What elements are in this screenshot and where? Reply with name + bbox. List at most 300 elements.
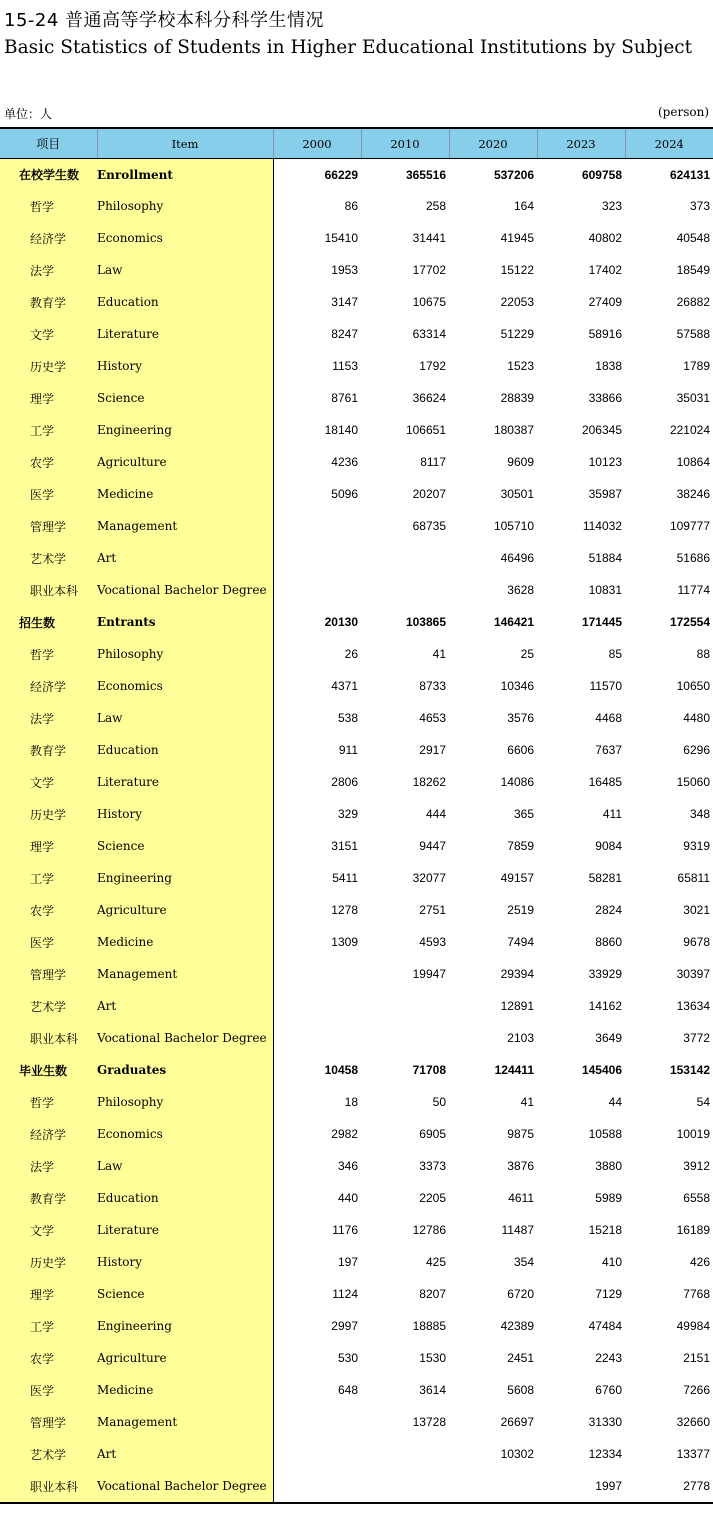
row-label-zh: 文学 — [0, 766, 97, 798]
value-cell: 411 — [602, 807, 622, 821]
value-cell: 18885 — [412, 1319, 446, 1333]
row-label-zh: 医学 — [0, 1374, 97, 1406]
value-cell: 329 — [337, 807, 358, 821]
value-cell: 1176 — [332, 1223, 358, 1237]
row-label-zh: 艺术学 — [0, 990, 97, 1022]
row-label-en: Medicine — [97, 926, 273, 958]
row-label-en: Enrollment — [97, 159, 273, 191]
value-cell: 1153 — [332, 359, 358, 373]
table-row — [0, 1406, 713, 1438]
value-cell — [361, 542, 449, 574]
value-cell: 36624 — [412, 391, 446, 405]
value-cell: 221024 — [669, 423, 710, 437]
value-cell: 2806 — [331, 775, 358, 789]
row-label-zh: 医学 — [0, 926, 97, 958]
value-cell: 2917 — [419, 743, 446, 757]
value-cell: 25 — [520, 647, 534, 661]
value-cell: 624131 — [669, 167, 710, 182]
value-cell: 4653 — [419, 711, 446, 725]
value-cell: 12891 — [500, 999, 534, 1013]
row-label-en: Entrants — [97, 606, 273, 638]
value-cell — [273, 958, 361, 990]
value-cell — [273, 574, 361, 606]
value-cell: 7129 — [595, 1287, 622, 1301]
value-cell: 13377 — [676, 1447, 710, 1461]
table-row — [0, 286, 713, 318]
table-row — [0, 1278, 713, 1310]
table-header-row — [0, 128, 713, 159]
row-label-zh: 工学 — [0, 414, 97, 446]
section-row — [0, 1054, 713, 1086]
value-cell: 17702 — [412, 263, 446, 277]
value-cell: 346 — [337, 1159, 358, 1173]
row-label-zh: 教育学 — [0, 1182, 97, 1214]
value-cell: 1789 — [683, 359, 710, 373]
value-cell: 18 — [344, 1095, 358, 1109]
value-cell: 10346 — [500, 679, 534, 693]
value-cell: 16189 — [676, 1223, 710, 1237]
row-label-en: Science — [97, 1278, 273, 1310]
value-cell: 3614 — [419, 1383, 446, 1397]
row-label-en: History — [97, 350, 273, 382]
table-row — [0, 670, 713, 702]
value-cell: 410 — [601, 1255, 622, 1269]
value-cell: 19947 — [412, 967, 446, 981]
value-cell: 14086 — [500, 775, 534, 789]
value-cell: 106651 — [405, 423, 446, 437]
value-cell: 40548 — [676, 231, 710, 245]
value-cell: 3373 — [419, 1159, 446, 1173]
value-cell: 27409 — [588, 295, 622, 309]
value-cell: 51229 — [500, 327, 534, 341]
row-label-en: Philosophy — [97, 638, 273, 670]
row-label-zh: 文学 — [0, 1214, 97, 1246]
value-cell — [361, 1470, 449, 1503]
value-cell: 6296 — [683, 743, 710, 757]
value-cell: 9609 — [507, 455, 534, 469]
value-cell: 105710 — [493, 519, 534, 533]
value-cell: 10123 — [588, 455, 622, 469]
row-label-zh: 哲学 — [0, 190, 97, 222]
row-label-en: Economics — [97, 670, 273, 702]
value-cell: 6606 — [507, 743, 534, 757]
value-cell: 11570 — [589, 679, 622, 693]
table-row — [0, 926, 713, 958]
value-cell: 1953 — [331, 263, 358, 277]
value-cell — [361, 574, 449, 606]
value-cell: 16485 — [588, 775, 622, 789]
table-row — [0, 1246, 713, 1278]
value-cell: 10864 — [676, 455, 710, 469]
row-label-zh: 招生数 — [0, 606, 97, 638]
table-body — [0, 159, 713, 1504]
table-row — [0, 702, 713, 734]
row-label-en: Agriculture — [97, 894, 273, 926]
value-cell: 146421 — [493, 615, 534, 629]
column-header-item-en: Item — [97, 128, 273, 159]
table-row — [0, 1150, 713, 1182]
row-label-zh: 法学 — [0, 254, 97, 286]
value-cell: 9678 — [683, 935, 710, 949]
value-cell: 2982 — [331, 1127, 358, 1141]
value-cell: 54 — [696, 1095, 710, 1109]
row-label-zh: 职业本科 — [0, 574, 97, 606]
column-header-year: 2010 — [361, 128, 449, 159]
value-cell: 2451 — [507, 1351, 534, 1365]
value-cell: 7494 — [507, 935, 534, 949]
value-cell: 33929 — [588, 967, 622, 981]
table-row — [0, 350, 713, 382]
value-cell: 41945 — [500, 231, 534, 245]
table-row — [0, 1342, 713, 1374]
value-cell: 29394 — [500, 967, 534, 981]
row-label-zh: 毕业生数 — [0, 1054, 97, 1086]
value-cell: 911 — [338, 743, 358, 757]
row-label-zh: 教育学 — [0, 734, 97, 766]
table-row — [0, 222, 713, 254]
value-cell: 10831 — [588, 583, 622, 597]
row-label-zh: 职业本科 — [0, 1470, 97, 1503]
table-row — [0, 510, 713, 542]
value-cell: 58916 — [588, 327, 622, 341]
value-cell: 71708 — [412, 1063, 446, 1077]
value-cell: 9875 — [507, 1127, 534, 1141]
table-row — [0, 862, 713, 894]
value-cell: 537206 — [493, 167, 534, 182]
value-cell: 15218 — [588, 1223, 622, 1237]
value-cell: 258 — [425, 199, 446, 213]
value-cell: 86 — [344, 199, 358, 213]
value-cell: 8207 — [419, 1287, 446, 1301]
value-cell: 3576 — [507, 711, 534, 725]
row-label-en: Vocational Bachelor Degree — [97, 574, 273, 606]
value-cell: 20207 — [412, 487, 446, 501]
value-cell: 373 — [689, 199, 710, 213]
value-cell: 35987 — [588, 487, 622, 501]
value-cell: 18140 — [324, 423, 358, 437]
value-cell: 41 — [432, 647, 446, 661]
value-cell: 10019 — [676, 1127, 710, 1141]
row-label-en: Law — [97, 1150, 273, 1182]
value-cell: 18262 — [412, 775, 446, 789]
row-label-en: Philosophy — [97, 1086, 273, 1118]
row-label-zh: 哲学 — [0, 1086, 97, 1118]
value-cell: 1792 — [419, 359, 446, 373]
value-cell: 22053 — [500, 295, 534, 309]
value-cell: 440 — [337, 1191, 358, 1205]
value-cell: 63314 — [412, 327, 446, 341]
value-cell: 40802 — [588, 231, 622, 245]
value-cell: 10588 — [588, 1127, 622, 1141]
value-cell: 7768 — [683, 1287, 710, 1301]
value-cell: 3880 — [595, 1159, 622, 1173]
row-label-en: Education — [97, 286, 273, 318]
table-row — [0, 446, 713, 478]
value-cell: 609758 — [581, 167, 622, 182]
row-label-en: Agriculture — [97, 1342, 273, 1374]
value-cell: 426 — [689, 1255, 710, 1269]
row-label-zh: 历史学 — [0, 1246, 97, 1278]
value-cell: 323 — [601, 199, 622, 213]
row-label-zh: 教育学 — [0, 286, 97, 318]
value-cell — [361, 1022, 449, 1054]
value-cell: 7637 — [595, 743, 622, 757]
row-label-zh: 管理学 — [0, 958, 97, 990]
value-cell: 164 — [513, 199, 534, 213]
value-cell: 88 — [696, 647, 710, 661]
value-cell: 2205 — [419, 1191, 446, 1205]
row-label-zh: 工学 — [0, 1310, 97, 1342]
row-label-en: Medicine — [97, 478, 273, 510]
row-label-en: Literature — [97, 1214, 273, 1246]
value-cell: 153142 — [669, 1063, 710, 1077]
value-cell: 10302 — [500, 1447, 534, 1461]
value-cell — [273, 990, 361, 1022]
value-cell: 6720 — [507, 1287, 534, 1301]
row-label-en: Engineering — [97, 414, 273, 446]
value-cell: 14162 — [588, 999, 622, 1013]
unit-label-en: (person) — [658, 105, 709, 119]
table-row — [0, 1374, 713, 1406]
value-cell: 26697 — [500, 1415, 534, 1429]
value-cell: 444 — [425, 807, 446, 821]
value-cell: 28839 — [500, 391, 534, 405]
value-cell: 4468 — [595, 711, 622, 725]
unit-label-zh: 单位：人 — [4, 107, 53, 121]
value-cell: 5096 — [331, 487, 358, 501]
row-label-en: Engineering — [97, 1310, 273, 1342]
value-cell — [273, 1438, 361, 1470]
table-row — [0, 766, 713, 798]
section-row — [0, 606, 713, 638]
column-header-item-zh: 项目 — [0, 128, 97, 159]
table-row — [0, 542, 713, 574]
value-cell: 3649 — [595, 1031, 622, 1045]
value-cell: 13728 — [412, 1415, 446, 1429]
value-cell: 2778 — [625, 1470, 713, 1503]
value-cell: 9319 — [683, 839, 710, 853]
value-cell: 46496 — [500, 551, 534, 565]
value-cell: 15410 — [324, 231, 358, 245]
value-cell: 57588 — [676, 327, 710, 341]
table-row — [0, 382, 713, 414]
value-cell — [361, 1438, 449, 1470]
value-cell: 530 — [337, 1351, 358, 1365]
column-header-year: 2023 — [537, 128, 625, 159]
row-label-en: Literature — [97, 766, 273, 798]
value-cell: 145406 — [581, 1063, 622, 1077]
row-label-zh: 经济学 — [0, 1118, 97, 1150]
column-header-year: 2024 — [625, 128, 713, 159]
value-cell: 66229 — [324, 167, 358, 182]
row-label-zh: 哲学 — [0, 638, 97, 670]
value-cell: 12334 — [588, 1447, 622, 1461]
table-row — [0, 190, 713, 222]
row-label-zh: 在校学生数 — [0, 159, 97, 191]
value-cell: 4236 — [331, 455, 358, 469]
value-cell: 180387 — [493, 423, 534, 437]
value-cell: 206345 — [581, 423, 622, 437]
value-cell: 38246 — [676, 487, 710, 501]
value-cell — [273, 1406, 361, 1438]
table-row — [0, 414, 713, 446]
value-cell: 197 — [337, 1255, 358, 1269]
value-cell: 8247 — [331, 327, 358, 341]
value-cell: 42389 — [500, 1319, 534, 1333]
row-label-zh: 历史学 — [0, 798, 97, 830]
value-cell: 4611 — [508, 1191, 534, 1205]
table-row — [0, 1310, 713, 1342]
row-label-en: Vocational Bachelor Degree — [97, 1022, 273, 1054]
value-cell: 1530 — [419, 1351, 446, 1365]
value-cell: 7859 — [507, 839, 534, 853]
table-row — [0, 638, 713, 670]
value-cell: 8117 — [420, 455, 446, 469]
value-cell: 1124 — [332, 1287, 358, 1301]
value-cell: 2103 — [507, 1031, 534, 1045]
value-cell — [449, 1470, 537, 1503]
row-label-en: Law — [97, 702, 273, 734]
value-cell: 49984 — [676, 1319, 710, 1333]
value-cell: 124411 — [494, 1063, 534, 1077]
table-row — [0, 830, 713, 862]
value-cell: 1523 — [507, 359, 534, 373]
row-label-zh: 医学 — [0, 478, 97, 510]
row-label-en: Education — [97, 1182, 273, 1214]
table-row — [0, 1118, 713, 1150]
value-cell: 538 — [337, 711, 358, 725]
statistics-table — [0, 127, 713, 1504]
row-label-en: Engineering — [97, 862, 273, 894]
value-cell: 20130 — [324, 615, 358, 629]
row-label-en: Economics — [97, 1118, 273, 1150]
value-cell: 3021 — [683, 903, 710, 917]
value-cell: 6905 — [419, 1127, 446, 1141]
value-cell: 32660 — [676, 1415, 710, 1429]
value-cell: 50 — [432, 1095, 446, 1109]
value-cell — [273, 510, 361, 542]
value-cell: 41 — [520, 1095, 534, 1109]
row-label-zh: 理学 — [0, 1278, 97, 1310]
value-cell: 15122 — [500, 263, 534, 277]
value-cell: 3151 — [331, 839, 358, 853]
value-cell: 3876 — [507, 1159, 534, 1173]
row-label-zh: 职业本科 — [0, 1022, 97, 1054]
table-row — [0, 318, 713, 350]
row-label-zh: 历史学 — [0, 350, 97, 382]
table-row — [0, 1182, 713, 1214]
row-label-en: Management — [97, 1406, 273, 1438]
value-cell: 1278 — [331, 903, 358, 917]
table-row — [0, 734, 713, 766]
value-cell: 13634 — [676, 999, 710, 1013]
value-cell: 26 — [344, 647, 358, 661]
row-label-en: Science — [97, 382, 273, 414]
value-cell: 12786 — [412, 1223, 446, 1237]
row-label-zh: 法学 — [0, 1150, 97, 1182]
value-cell: 68735 — [412, 519, 446, 533]
row-label-zh: 管理学 — [0, 510, 97, 542]
value-cell: 1309 — [331, 935, 358, 949]
value-cell — [273, 1022, 361, 1054]
value-cell: 51884 — [588, 551, 622, 565]
value-cell: 365516 — [405, 167, 446, 182]
value-cell: 2519 — [507, 903, 534, 917]
row-label-zh: 农学 — [0, 894, 97, 926]
row-label-en: Art — [97, 542, 273, 574]
value-cell: 31441 — [412, 231, 446, 245]
row-label-en: History — [97, 1246, 273, 1278]
row-label-en: Literature — [97, 318, 273, 350]
value-cell: 51686 — [676, 551, 710, 565]
value-cell: 5411 — [332, 871, 358, 885]
value-cell — [273, 542, 361, 574]
row-label-zh: 农学 — [0, 1342, 97, 1374]
value-cell: 10650 — [676, 679, 710, 693]
row-label-en: Law — [97, 254, 273, 286]
value-cell: 648 — [337, 1383, 358, 1397]
row-label-en: Medicine — [97, 1374, 273, 1406]
value-cell: 4480 — [683, 711, 710, 725]
row-label-en: Art — [97, 1438, 273, 1470]
table-row — [0, 1438, 713, 1470]
value-cell: 31330 — [588, 1415, 622, 1429]
row-label-en: Graduates — [97, 1054, 273, 1086]
row-label-zh: 理学 — [0, 830, 97, 862]
row-label-en: Management — [97, 958, 273, 990]
row-label-zh: 经济学 — [0, 670, 97, 702]
page-title-zh: 15-24 普通高等学校本科分科学生情况 — [4, 10, 325, 31]
value-cell: 15060 — [676, 775, 710, 789]
row-label-en: Philosophy — [97, 190, 273, 222]
value-cell: 17402 — [588, 263, 622, 277]
row-label-en: Education — [97, 734, 273, 766]
value-cell: 114032 — [582, 519, 622, 533]
value-cell: 65811 — [677, 871, 710, 885]
row-label-zh: 理学 — [0, 382, 97, 414]
value-cell: 8733 — [419, 679, 446, 693]
value-cell: 3628 — [507, 583, 534, 597]
table-row — [0, 254, 713, 286]
table-row — [0, 894, 713, 926]
value-cell: 44 — [608, 1095, 622, 1109]
value-cell: 26882 — [676, 295, 710, 309]
value-cell: 1997 — [537, 1470, 625, 1503]
value-cell — [361, 990, 449, 1022]
value-cell: 2151 — [683, 1351, 710, 1365]
value-cell: 10675 — [412, 295, 446, 309]
row-label-en: Art — [97, 990, 273, 1022]
table-row — [0, 1214, 713, 1246]
value-cell: 11774 — [677, 583, 710, 597]
value-cell — [273, 1470, 361, 1503]
value-cell: 85 — [608, 647, 622, 661]
row-label-zh: 艺术学 — [0, 542, 97, 574]
row-label-en: Science — [97, 830, 273, 862]
value-cell: 10458 — [324, 1063, 358, 1077]
row-label-zh: 管理学 — [0, 1406, 97, 1438]
value-cell: 2751 — [419, 903, 446, 917]
row-label-zh: 农学 — [0, 446, 97, 478]
value-cell: 348 — [689, 807, 710, 821]
value-cell: 1838 — [595, 359, 622, 373]
column-header-year: 2020 — [449, 128, 537, 159]
value-cell: 4371 — [331, 679, 358, 693]
value-cell: 8860 — [595, 935, 622, 949]
value-cell: 2824 — [595, 903, 622, 917]
value-cell: 354 — [513, 1255, 534, 1269]
value-cell: 3772 — [683, 1031, 710, 1045]
